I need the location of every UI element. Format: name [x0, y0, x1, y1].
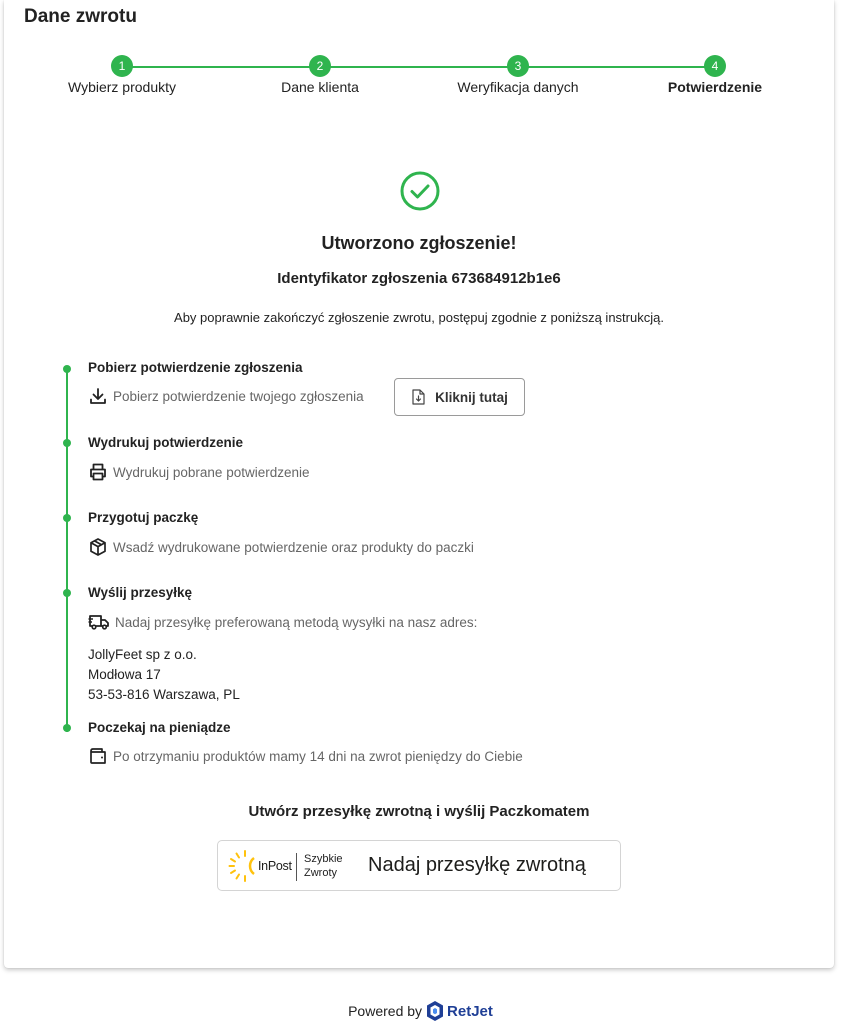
inpost-button-label: Nadaj przesyłkę zwrotną — [368, 854, 586, 876]
timeline-dot — [63, 514, 71, 522]
success-title: Utworzono zgłoszenie! — [321, 233, 517, 253]
step-label: Dane klienta — [281, 79, 359, 95]
timeline-dot — [63, 365, 71, 373]
szybkie-zwroty-logo — [304, 852, 343, 880]
step-number: 4 — [704, 55, 726, 77]
instruction-description — [88, 537, 474, 557]
instruction-description — [88, 612, 477, 632]
instruction-title: Przygotuj paczkę — [88, 510, 199, 525]
step-2 — [220, 55, 420, 95]
instruction-text: Nadaj przesyłkę preferowaną metodą wysyłki na nasz adres: — [115, 614, 478, 630]
retjet-brand: RetJet — [447, 1002, 493, 1020]
instructions-intro: Aby poprawnie zakończyć zgłoszenie zwrotu, postępuj zgodnie z poniższą instrukcją. — [174, 310, 664, 325]
page-title: Dane zwrotu — [24, 6, 137, 27]
retjet-logo-icon — [426, 1000, 444, 1022]
address-line: 53-53-816 Warszawa, PL — [88, 687, 240, 702]
inpost-logo-text: InPost — [258, 859, 292, 873]
instruction-description — [88, 386, 364, 406]
instruction-text: Wsadź wydrukowane potwierdzenie oraz produkty do paczki — [113, 539, 474, 555]
logo-divider — [296, 853, 297, 881]
step-label: Weryfikacja danych — [457, 79, 579, 95]
footer — [0, 1000, 841, 1022]
instruction-title: Poczekaj na pieniądze — [88, 720, 231, 735]
download-icon — [88, 386, 108, 406]
address-line: Modłowa 17 — [88, 667, 161, 682]
instruction-description — [88, 462, 310, 482]
step-4 — [615, 55, 815, 95]
instruction-text: Pobierz potwierdzenie twojego zgłoszenia — [113, 388, 364, 404]
step-number: 2 — [309, 55, 331, 77]
inpost-return-button[interactable] — [217, 840, 621, 891]
logo-line: Zwroty — [304, 867, 337, 879]
file-download-icon — [411, 389, 425, 405]
inpost-sun-icon — [228, 849, 262, 883]
address-line: JollyFeet sp z o.o. — [88, 647, 197, 662]
button-label: Kliknij tutaj — [435, 389, 508, 405]
step-number: 3 — [507, 55, 529, 77]
step-label: Wybierz produkty — [67, 79, 177, 95]
logo-line: Szybkie — [304, 853, 343, 865]
timeline-dot — [63, 589, 71, 597]
retjet-logo[interactable] — [426, 1000, 493, 1022]
step-3 — [418, 55, 618, 95]
step-number: 1 — [111, 55, 133, 77]
instruction-title: Wyślij przesyłkę — [88, 585, 193, 600]
return-address — [88, 645, 240, 705]
step-1 — [22, 55, 222, 95]
powered-by-text: Powered by — [348, 1003, 423, 1019]
inpost-heading: Utwórz przesyłkę zwrotną i wyślij Paczkomatem — [248, 803, 590, 820]
check-circle-icon — [399, 170, 441, 212]
truck-icon — [88, 612, 110, 632]
instruction-text: Po otrzymaniu produktów mamy 14 dni na zwrot pieniędzy do Ciebie — [113, 748, 523, 764]
instruction-description — [88, 746, 523, 766]
wallet-icon — [88, 746, 108, 766]
step-label: Potwierdzenie — [667, 79, 763, 95]
download-confirmation-button[interactable] — [394, 378, 525, 416]
package-icon — [88, 537, 108, 557]
instruction-text: Wydrukuj pobrane potwierdzenie — [113, 464, 310, 480]
return-card — [4, 0, 834, 968]
ticket-id: Identyfikator zgłoszenia 673684912b1e6 — [277, 270, 561, 287]
instruction-title: Pobierz potwierdzenie zgłoszenia — [88, 360, 303, 375]
timeline-dot — [63, 439, 71, 447]
timeline-line — [66, 366, 68, 732]
instruction-title: Wydrukuj potwierdzenie — [88, 435, 244, 450]
printer-icon — [88, 462, 108, 482]
timeline-dot — [63, 724, 71, 732]
